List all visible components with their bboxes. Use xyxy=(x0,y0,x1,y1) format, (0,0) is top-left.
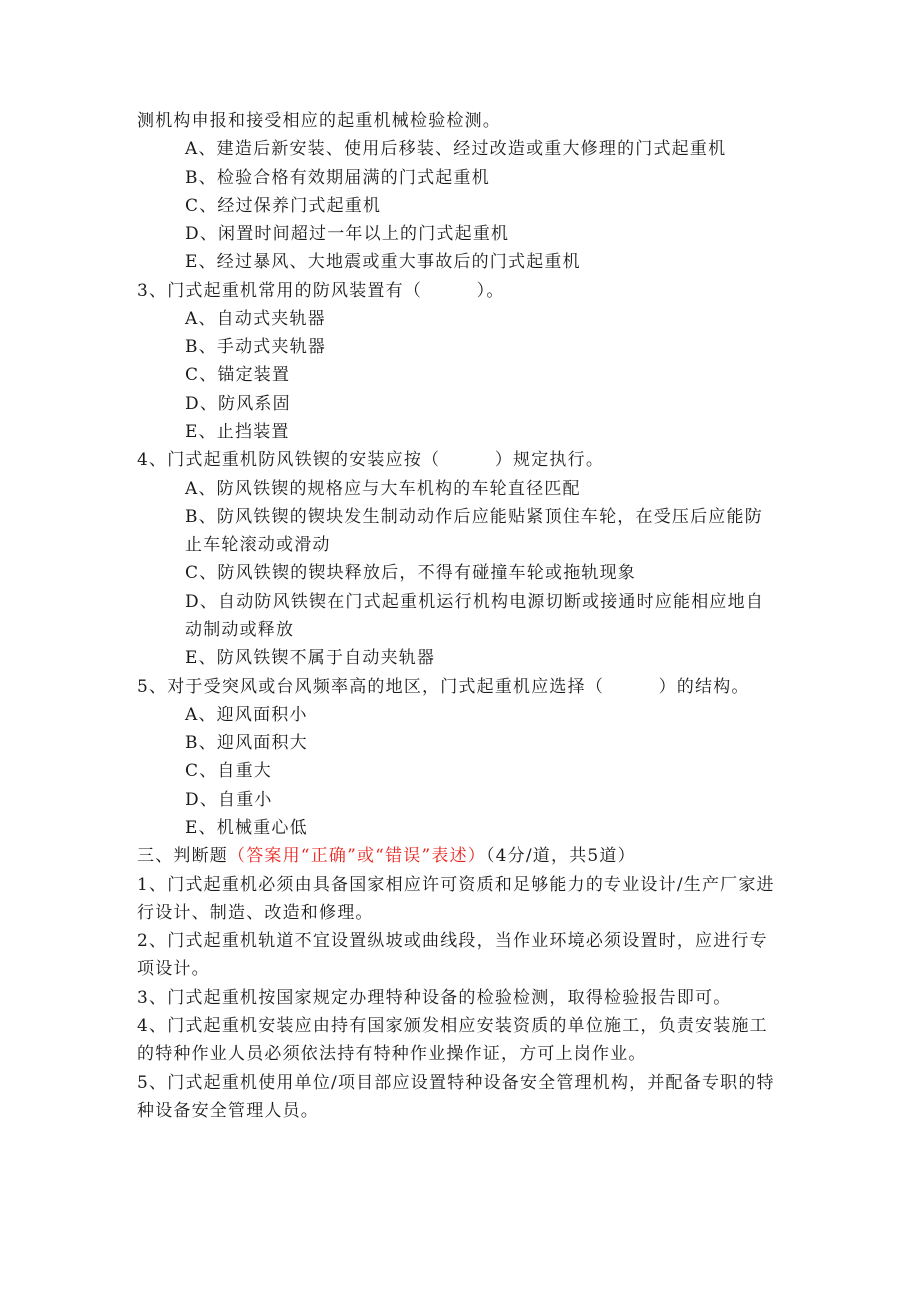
q5-option-c: C、自重大 xyxy=(185,761,273,781)
q2-option-d: D、闲置时间超过一年以上的门式起重机 xyxy=(185,224,510,244)
section-3-prefix: 三、判断题 xyxy=(137,846,228,866)
q2-option-e: E、经过暴风、大地震或重大事故后的门式起重机 xyxy=(185,252,581,272)
intro-tail: 测机构申报和接受相应的起重机械检验检测。 xyxy=(137,111,501,131)
section-3-score: （4分/道，共5道） xyxy=(485,846,636,866)
q5-option-a: A、迎风面积小 xyxy=(185,705,308,725)
q4-option-c: C、防风铁锲的锲块释放后，不得有碰撞车轮或拖轨现象 xyxy=(185,563,637,583)
tf-q5-line1: 5、门式起重机使用单位/项目部应设置特种设备安全管理机构，并配备专职的特 xyxy=(137,1073,775,1093)
q5-option-b: B、迎风面积大 xyxy=(185,733,308,753)
q2-option-a: A、建造后新安装、使用后移装、经过改造或重大修理的门式起重机 xyxy=(185,139,727,159)
tf-q2-line2: 项设计。 xyxy=(137,959,210,979)
q3-option-d: D、防风系固 xyxy=(185,394,291,414)
q2-option-c: C、经过保养门式起重机 xyxy=(185,196,382,216)
q4-option-e: E、防风铁锲不属于自动夹轨器 xyxy=(185,648,436,668)
tf-q4-line2: 的特种作业人员必须依法持有特种作业操作证，方可上岗作业。 xyxy=(137,1044,647,1064)
q5-option-d: D、自重小 xyxy=(185,790,273,810)
tf-q5-line2: 种设备安全管理人员。 xyxy=(137,1101,319,1121)
q5-stem: 5、对于受突风或台风频率高的地区，门式起重机应选择（ ）的结构。 xyxy=(137,677,750,697)
tf-q1-line2: 行设计、制造、改造和修理。 xyxy=(137,903,374,923)
q3-option-e: E、止挡装置 xyxy=(185,422,290,442)
q3-option-c: C、锚定装置 xyxy=(185,365,291,385)
section-3-note: （答案用“正确”或“错误”表述） xyxy=(228,846,486,866)
q5-option-e: E、机械重心低 xyxy=(185,818,308,838)
tf-q4-line1: 4、门式起重机安装应由持有国家颁发相应安装资质的单位施工，负责安装施工 xyxy=(137,1016,768,1036)
q3-stem: 3、门式起重机常用的防风装置有（ ）。 xyxy=(137,281,505,301)
q4-option-a: A、防风铁锲的规格应与大车机构的车轮直径匹配 xyxy=(185,479,581,499)
section-3-heading xyxy=(137,842,636,870)
q4-stem: 4、门式起重机防风铁锲的安装应按（ ）规定执行。 xyxy=(137,450,605,470)
tf-q3-line1: 3、门式起重机按国家规定办理特种设备的检验检测，取得检验报告即可。 xyxy=(137,988,732,1008)
q2-option-b: B、检验合格有效期届满的门式起重机 xyxy=(185,168,490,188)
q4-option-d: D、自动防风铁锲在门式起重机运行机构电源切断或接通时应能相应地自 xyxy=(185,592,765,612)
q4-option-b: B、防风铁锲的锲块发生制动动作后应能贴紧顶住车轮，在受压后应能防 xyxy=(185,507,763,527)
q3-option-b: B、手动式夹轨器 xyxy=(185,337,327,357)
tf-q2-line1: 2、门式起重机轨道不宜设置纵坡或曲线段，当作业环境必须设置时，应进行专 xyxy=(137,931,768,951)
tf-q1-line1: 1、门式起重机必须由具备国家相应许可资质和足够能力的专业设计/生产厂家进 xyxy=(137,875,775,895)
q3-option-a: A、自动式夹轨器 xyxy=(185,309,326,329)
q4-option-b-cont: 止车轮滚动或滑动 xyxy=(185,535,331,555)
q4-option-d-cont: 动制动或释放 xyxy=(185,620,295,640)
